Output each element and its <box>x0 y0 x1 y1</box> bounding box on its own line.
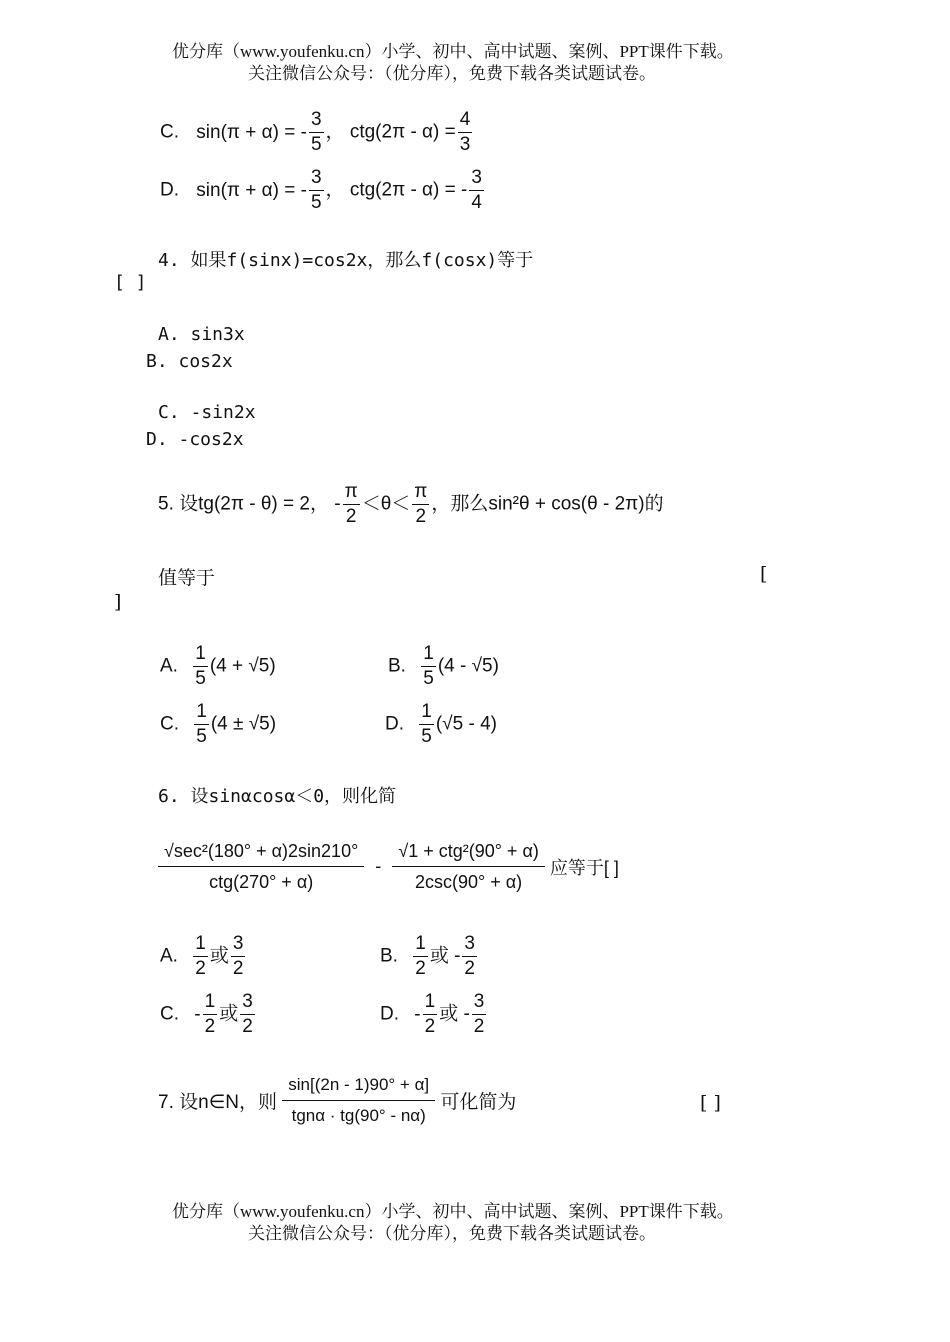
option-label: A. <box>160 655 178 677</box>
footer-line-1: 优分库（www.youfenku.cn）小学、初中、高中试题、案例、PPT课件下载。 <box>172 1202 734 1221</box>
option-label: B. <box>380 945 398 967</box>
q6-fraction-2 <box>392 836 545 897</box>
q5-stem <box>158 480 664 529</box>
fraction <box>231 932 246 981</box>
numerator: 4 <box>458 108 473 133</box>
numerator: 1 <box>413 932 428 957</box>
numerator: 1 <box>419 700 434 725</box>
q5-bracket-close: ] <box>114 591 122 613</box>
option-label: C. <box>160 713 179 735</box>
fraction <box>193 642 208 691</box>
numerator: 3 <box>231 932 246 957</box>
numerator: 3 <box>309 166 324 191</box>
or-word: 或 <box>209 945 229 967</box>
option-label: B. <box>388 655 406 677</box>
denominator: 2 <box>204 1016 216 1037</box>
q3-d-expr2: ctg(2π - α) = - <box>349 179 468 201</box>
numerator: 3 <box>240 990 255 1015</box>
denominator: 2 <box>242 1016 253 1037</box>
header-line-2: 关注微信公众号：（优分库），免费下载各类试题试卷。 <box>248 64 656 83</box>
denominator: 2 <box>232 958 244 979</box>
q6-option-a <box>160 932 247 981</box>
sign: - <box>194 1003 201 1025</box>
q7-fraction <box>282 1070 435 1131</box>
q4-option-a: A. sin3x <box>158 324 245 345</box>
denominator: tgnα · tg(90° - nα) <box>291 1106 426 1125</box>
q5-option-c <box>160 700 276 749</box>
denominator: 2 <box>424 1016 436 1037</box>
fraction <box>309 166 324 215</box>
fraction <box>419 700 434 749</box>
denominator: 2 <box>473 1016 485 1037</box>
numerator: 1 <box>193 932 208 957</box>
or-word: 或 <box>219 1003 239 1025</box>
numerator: √sec²(180° + α)2sin210° <box>158 836 364 867</box>
q6-option-d <box>380 990 488 1039</box>
numerator: 3 <box>309 108 324 133</box>
numerator: 1 <box>194 700 209 725</box>
q7-post: 可化简为 <box>440 1092 517 1113</box>
denominator: 5 <box>310 134 322 155</box>
denominator: 3 <box>459 134 471 155</box>
numerator: 1 <box>193 642 208 667</box>
denominator: 2csc(90° + α) <box>415 872 523 892</box>
option-label: C. <box>160 1003 179 1025</box>
denominator: 5 <box>196 726 207 747</box>
expr: (4 ± √5) <box>210 713 277 735</box>
or-word: 或 - <box>429 945 461 967</box>
expr: (√5 - 4) <box>435 713 497 735</box>
q5-line2: 值等于 <box>158 567 216 589</box>
sign: - <box>414 1003 421 1025</box>
fraction <box>194 700 209 749</box>
q7-bracket: [ ] <box>700 1092 721 1114</box>
q4-option-d: D. -cos2x <box>146 429 244 450</box>
fraction <box>421 642 436 691</box>
denominator: 5 <box>421 726 432 747</box>
option-label: D. <box>380 1003 399 1025</box>
fraction <box>193 932 208 981</box>
option-label: D. <box>160 179 179 201</box>
q4-option-c: C. -sin2x <box>158 402 256 423</box>
fraction <box>472 990 487 1039</box>
fraction <box>423 990 438 1039</box>
expr: (4 - √5) <box>437 655 499 677</box>
q7-pre: 7. 设n∈N，则 <box>158 1092 277 1113</box>
denominator: 5 <box>310 192 322 213</box>
fraction <box>462 932 477 981</box>
numerator: 3 <box>462 932 477 957</box>
denominator: 2 <box>464 958 475 979</box>
numerator: π <box>412 480 429 505</box>
q6-tail: 应等于[ ] <box>549 857 619 878</box>
numerator: 1 <box>423 990 438 1015</box>
option-label: D. <box>385 713 404 735</box>
q4-stem: 4. 如果f(sinx)=cos2x，那么f(cosx)等于 <box>158 250 534 271</box>
q5-post: ，那么sin²θ + cos(θ - 2π)的 <box>431 493 664 515</box>
q3-c-expr1: sin(π + α) = - <box>196 121 307 143</box>
or-word: 或 - <box>439 1003 470 1025</box>
q4-bracket: [ ] <box>114 272 147 293</box>
expr: (4 + √5) <box>209 655 276 677</box>
denominator: 5 <box>423 668 434 689</box>
q5-option-b <box>388 642 499 691</box>
separator: ， <box>325 121 345 143</box>
q5-mid: ＜θ＜ <box>361 493 411 515</box>
numerator: 3 <box>472 990 487 1015</box>
numerator: π <box>343 480 360 505</box>
numerator: 1 <box>421 642 436 667</box>
q5-pre: 5. 设tg(2π - θ) = 2， - <box>158 493 341 515</box>
q3-c-expr2: ctg(2π - α) = <box>349 121 456 143</box>
option-label: A. <box>160 945 178 967</box>
numerator: 3 <box>469 166 484 191</box>
q3-d-expr1: sin(π + α) = - <box>196 179 307 201</box>
denominator: 2 <box>345 506 357 527</box>
footer-line-2: 关注微信公众号：（优分库），免费下载各类试题试卷。 <box>248 1224 656 1243</box>
fraction <box>412 480 429 529</box>
fraction <box>458 108 473 157</box>
fraction <box>240 990 255 1039</box>
minus-sign: - <box>375 856 382 876</box>
q5-option-d <box>385 700 497 749</box>
q6-fraction-1 <box>158 836 364 897</box>
fraction <box>413 932 428 981</box>
fraction <box>309 108 324 157</box>
q7-stem <box>158 1070 516 1131</box>
q6-option-b <box>380 932 479 981</box>
header-line-1: 优分库（www.youfenku.cn）小学、初中、高中试题、案例、PPT课件下载。 <box>172 42 734 61</box>
denominator: 2 <box>415 958 426 979</box>
q3-option-d <box>160 166 486 215</box>
q6-stem: 6. 设sinαcosα＜0，则化简 <box>158 786 397 807</box>
q6-expression <box>158 836 619 897</box>
fraction <box>203 990 218 1039</box>
denominator: ctg(270° + α) <box>209 872 314 892</box>
numerator: 1 <box>203 990 218 1015</box>
numerator: sin[(2n - 1)90° + α] <box>282 1070 435 1101</box>
q5-bracket-open: [ <box>760 563 768 585</box>
q3-option-c <box>160 108 474 157</box>
fraction <box>469 166 484 215</box>
fraction <box>343 480 360 529</box>
q4-option-b: B. cos2x <box>146 351 233 372</box>
q5-option-a <box>160 642 276 691</box>
separator: ， <box>325 179 345 201</box>
denominator: 4 <box>471 192 482 213</box>
denominator: 2 <box>415 506 427 527</box>
q6-option-c <box>160 990 257 1039</box>
numerator: √1 + ctg²(90° + α) <box>392 836 545 867</box>
denominator: 5 <box>195 668 206 689</box>
option-label: C. <box>160 121 179 143</box>
denominator: 2 <box>195 958 206 979</box>
